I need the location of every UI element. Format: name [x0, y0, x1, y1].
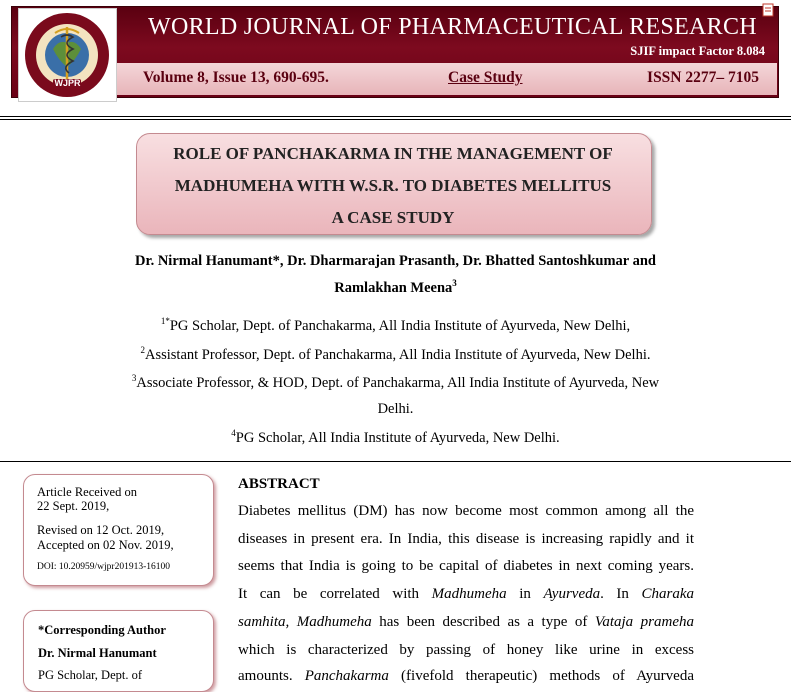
authors-line-1: Dr. Nirmal Hanumant*, Dr. Dharmarajan Prasanth, Dr. Bhatted Santoshkumar and	[135, 253, 656, 269]
impact-factor: SJIF impact Factor 8.084	[630, 44, 765, 58]
affiliation-4: $^4$PG Scholar, All India Institute of Ayurveda, New Delhi.	[231, 428, 560, 446]
affiliation-1: $^{1*}$PG Scholar, Dept. of Panchakarma, All India Institute of Ayurveda, New Delhi,	[160, 316, 631, 334]
article-title-line-1: ROLE OF PANCHAKARMA IN THE MANAGEMENT OF	[173, 144, 613, 163]
corresponding-name: Dr. Nirmal Hanumant	[38, 646, 157, 660]
corresponding-label: *Corresponding Author	[38, 623, 166, 637]
section-divider	[0, 461, 791, 462]
abstract-line-7: amounts. Panchakarma (fivefold therapeutic) methods of Ayurveda	[238, 668, 694, 684]
received-date: 22 Sept. 2019,	[37, 499, 110, 513]
abstract-line-5: samhita, Madhumeha has been described as a type of Vataja prameha	[238, 614, 694, 630]
article-title-line-3: A CASE STUDY	[331, 208, 455, 227]
article-type-link[interactable]: Case Study	[448, 69, 523, 86]
doi-link[interactable]: DOI: 10.20959/wjpr201913-16100	[37, 562, 170, 572]
issn: ISSN 2277– 7105	[647, 69, 759, 86]
abstract-line-1: Diabetes mellitus (DM) has now become most common among all the	[238, 503, 694, 519]
revised-date: Revised on 12 Oct. 2019,	[37, 523, 165, 537]
document-icon	[762, 3, 774, 17]
authors-line-2: Ramlakhan Meena$^3$	[334, 278, 457, 296]
affiliation-3: $^3$Associate Professor, & HOD, Dept. of Panchakarma, All India Institute of Ayurveda, New	[131, 373, 660, 391]
affiliation-2: $^2$Assistant Professor, Dept. of Panchakarma, All India Institute of Ayurveda, New Delhi.	[140, 345, 651, 363]
affiliation-3-cont: Delhi.	[377, 401, 414, 417]
accepted-date: Accepted on 02 Nov. 2019,	[37, 538, 174, 552]
logo-acronym: WJPR	[54, 78, 81, 88]
journal-logo	[18, 8, 117, 102]
abstract-line-6: which is characterized by passing of honey like urine in excess	[238, 642, 694, 658]
header-divider-2	[0, 119, 791, 120]
volume-info: Volume 8, Issue 13, 690-695.	[143, 69, 329, 86]
abstract-heading: ABSTRACT	[238, 476, 320, 492]
abstract-line-4: It can be correlated with Madhumeha in Ayurveda. In Charaka	[238, 586, 695, 602]
corresponding-affiliation: PG Scholar, Dept. of	[38, 668, 142, 682]
abstract-line-3: seems that India is going to be capital of diabetes in next coming years.	[238, 558, 694, 574]
abstract-line-2: diseases in present era. In India, this disease is increasing rapidly and it	[238, 531, 694, 547]
journal-title: WORLD JOURNAL OF PHARMACEUTICAL RESEARCH	[148, 14, 757, 40]
header-divider	[0, 116, 791, 117]
received-label: Article Received on	[37, 485, 137, 499]
article-title-line-2: MADHUMEHA WITH W.S.R. TO DIABETES MELLITUS	[174, 176, 612, 195]
